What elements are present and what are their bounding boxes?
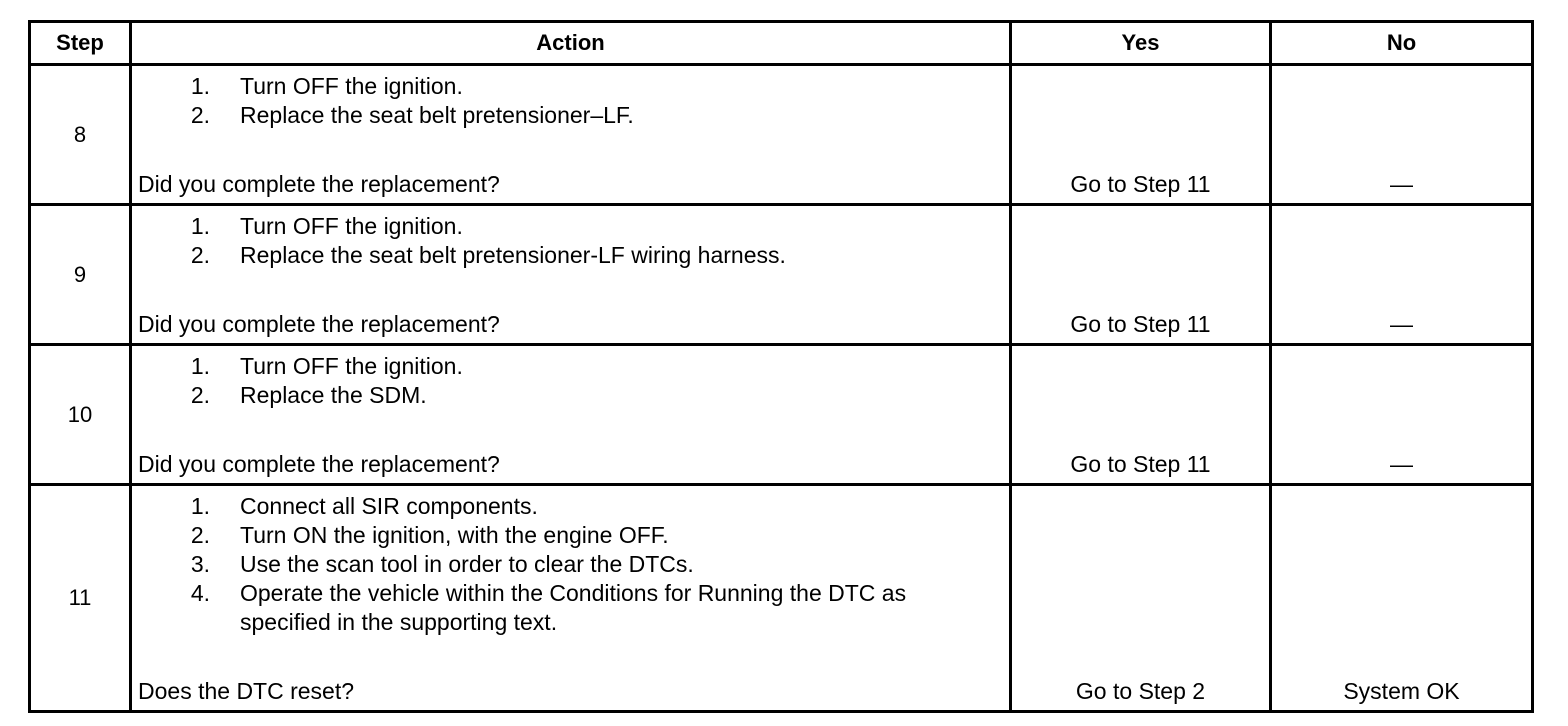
list-item	[132, 352, 1009, 381]
step-number: 8	[30, 65, 131, 205]
header-action: Action	[131, 22, 1011, 65]
item-number: 2.	[190, 522, 210, 548]
table-row	[30, 205, 1533, 345]
item-text: Operate the vehicle within the Conditions for Running the DTC as specified in the supporting text.	[240, 580, 907, 635]
item-number: 2.	[190, 102, 210, 128]
item-text: Replace the SDM.	[240, 382, 427, 408]
item-text: Connect all SIR components.	[240, 493, 538, 519]
table-row	[30, 345, 1533, 485]
action-cell	[131, 485, 1011, 712]
item-text: Use the scan tool in order to clear the DTCs.	[240, 551, 694, 577]
table-row	[30, 485, 1533, 712]
question-text: Did you complete the replacement?	[138, 451, 500, 477]
item-text: Replace the seat belt pretensioner–LF.	[240, 102, 634, 128]
action-cell	[131, 205, 1011, 345]
item-number: 1.	[190, 213, 210, 239]
table-row	[30, 65, 1533, 205]
action-list	[132, 346, 1009, 410]
question-text: Did you complete the replacement?	[138, 311, 500, 337]
step-number: 10	[30, 345, 131, 485]
yes-result: Go to Step 11	[1011, 345, 1271, 485]
item-number: 4.	[190, 580, 210, 606]
item-text: Turn ON the ignition, with the engine OFF.	[240, 522, 669, 548]
yes-result: Go to Step 11	[1011, 205, 1271, 345]
yes-result: Go to Step 2	[1011, 485, 1271, 712]
item-text: Turn OFF the ignition.	[240, 73, 463, 99]
no-result: —	[1271, 345, 1533, 485]
question-text: Does the DTC reset?	[138, 678, 355, 704]
no-result: —	[1271, 205, 1533, 345]
header-row	[30, 22, 1533, 65]
action-cell	[131, 65, 1011, 205]
list-item	[132, 241, 1009, 270]
item-number: 1.	[190, 353, 210, 379]
list-item	[132, 492, 1009, 521]
item-text: Turn OFF the ignition.	[240, 353, 463, 379]
list-item	[132, 212, 1009, 241]
header-step: Step	[30, 22, 131, 65]
header-yes: Yes	[1011, 22, 1271, 65]
step-number: 11	[30, 485, 131, 712]
item-number: 2.	[190, 242, 210, 268]
list-item	[132, 521, 1009, 550]
question-text: Did you complete the replacement?	[138, 171, 500, 197]
list-item	[132, 101, 1009, 130]
item-text: Turn OFF the ignition.	[240, 213, 463, 239]
action-cell	[131, 345, 1011, 485]
item-text: Replace the seat belt pretensioner-LF wiring harness.	[240, 242, 786, 268]
action-list	[132, 206, 1009, 270]
list-item	[132, 381, 1009, 410]
item-number: 1.	[190, 493, 210, 519]
action-list	[132, 66, 1009, 130]
action-list	[132, 486, 1009, 637]
list-item	[132, 550, 1009, 579]
header-no: No	[1271, 22, 1533, 65]
list-item	[132, 72, 1009, 101]
item-number: 3.	[190, 551, 210, 577]
diagnostic-table	[28, 20, 1534, 713]
step-number: 9	[30, 205, 131, 345]
no-result: —	[1271, 65, 1533, 205]
no-result: System OK	[1271, 485, 1533, 712]
yes-result: Go to Step 11	[1011, 65, 1271, 205]
item-number: 2.	[190, 382, 210, 408]
list-item	[132, 579, 1009, 637]
item-number: 1.	[190, 73, 210, 99]
